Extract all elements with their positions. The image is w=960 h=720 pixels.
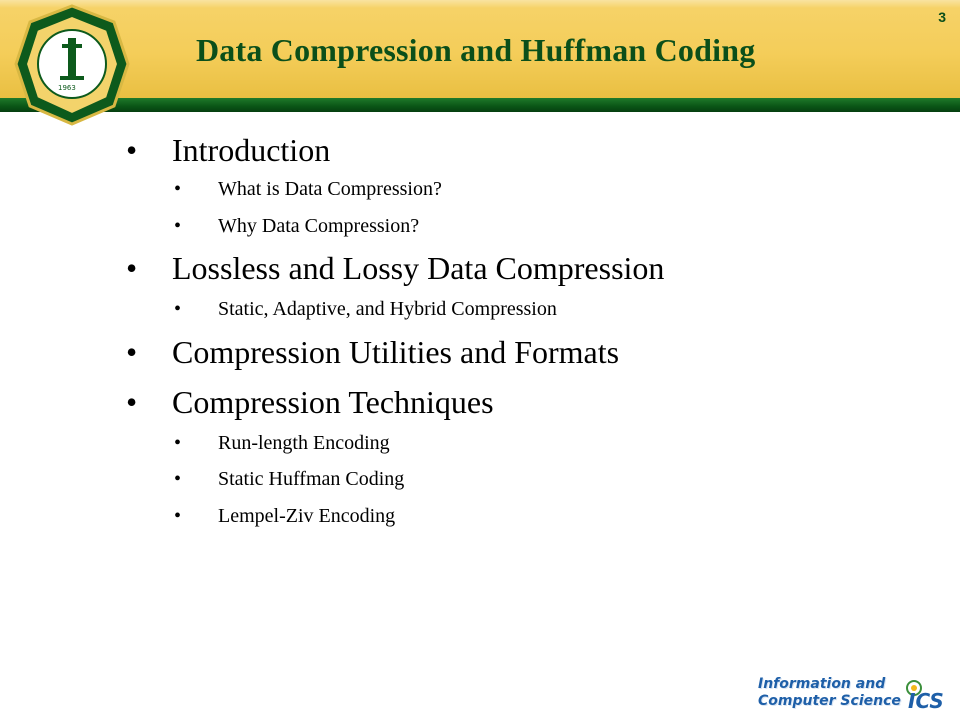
outline-item	[174, 505, 395, 528]
ics-footer-logo	[756, 674, 952, 714]
outline-item-text: Why Data Compression?	[218, 215, 420, 237]
outline-item	[126, 250, 664, 287]
outline-item	[126, 334, 619, 371]
bullet-icon: •	[174, 468, 182, 490]
outline-item	[174, 468, 404, 491]
bullet-icon: •	[174, 505, 182, 527]
outline-item-text: Compression Utilities and Formats	[172, 334, 620, 370]
bullet-icon: •	[126, 334, 138, 370]
department-line-1: Information and	[758, 676, 886, 692]
page-title: Data Compression and Huffman Coding	[196, 32, 756, 68]
bullet-icon: •	[126, 384, 138, 420]
outline-item	[174, 215, 419, 238]
outline-item	[126, 132, 330, 169]
bullet-icon: •	[126, 132, 138, 168]
bullet-icon: •	[174, 178, 182, 200]
outline-item-text: Run-length Encoding	[218, 432, 390, 454]
outline-item-text: What is Data Compression?	[218, 178, 442, 200]
logo-year: 1963	[58, 84, 76, 92]
outline-item	[126, 384, 494, 421]
outline-item-text: Static Huffman Coding	[218, 468, 405, 490]
department-line-2: Computer Science	[758, 693, 901, 709]
outline-item	[174, 298, 557, 321]
slide-number: 3	[938, 9, 946, 25]
outline-item	[174, 178, 442, 201]
ics-badge-text: ICS	[908, 689, 944, 713]
outline-item-text: Lossless and Lossy Data Compression	[172, 250, 665, 286]
department-name	[758, 676, 901, 710]
outline-item	[174, 432, 390, 455]
bullet-icon: •	[174, 298, 182, 320]
ics-logo-icon	[902, 676, 952, 714]
outline-item-text: Compression Techniques	[172, 384, 494, 420]
bullet-icon: •	[174, 215, 182, 237]
outline-item-text: Static, Adaptive, and Hybrid Compression	[218, 298, 557, 320]
bullet-icon: •	[126, 250, 138, 286]
bullet-icon: •	[174, 432, 182, 454]
outline-item-text: Introduction	[172, 132, 331, 168]
outline-item-text: Lempel-Ziv Encoding	[218, 505, 396, 527]
